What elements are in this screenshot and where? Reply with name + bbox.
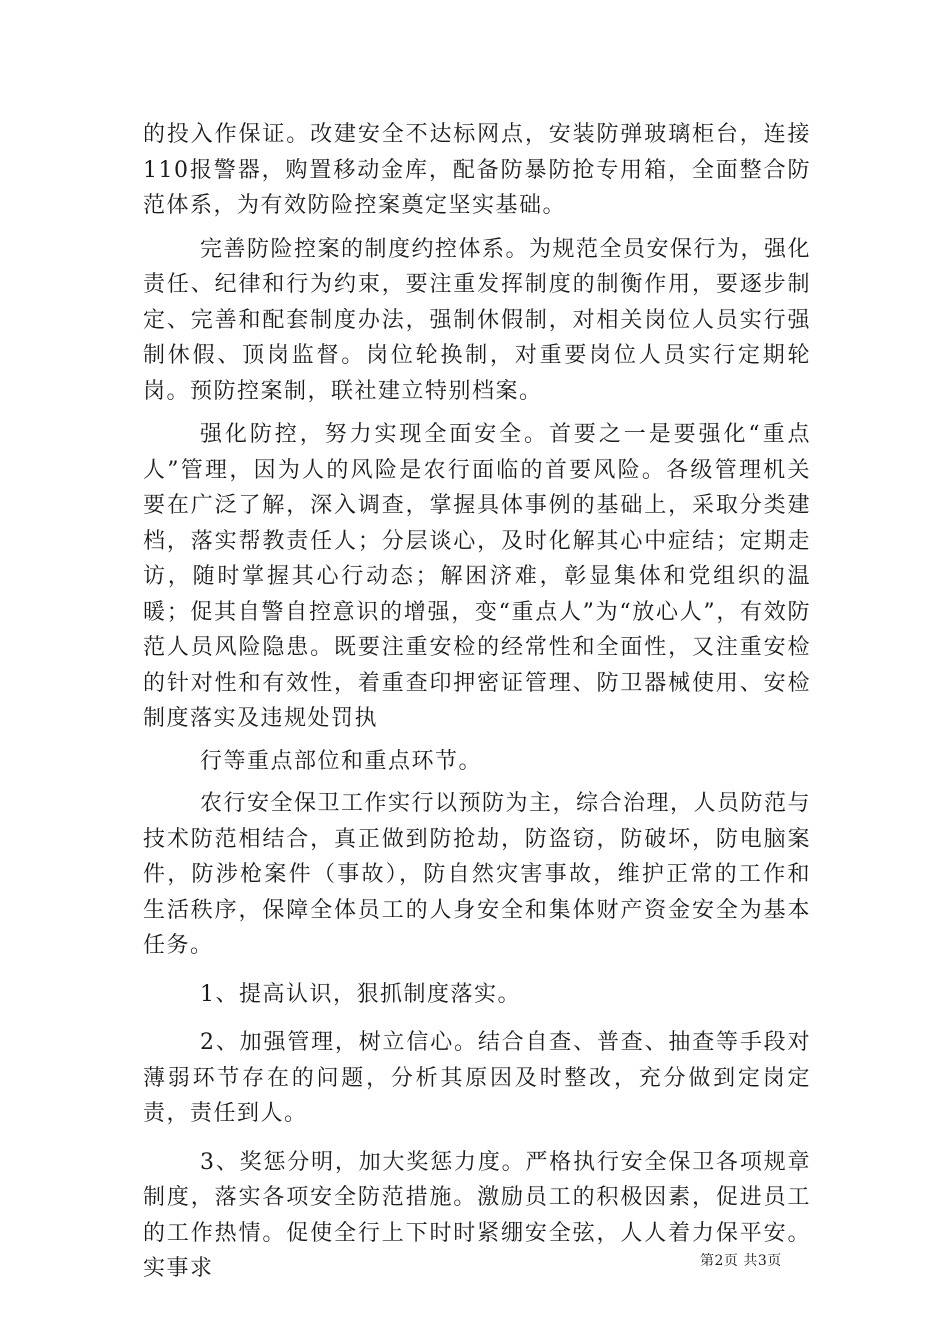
paragraph-3: 强化防控，努力实现全面安全。首要之一是要强化“重点人”管理，因为人的风险是农行面临的首要风险。各级管理机关要在广泛了解，深入调查，掌握具体事例的基础上，采取分类建档，落实帮教责任人；分层谈心，及时化解其心中症结；定期走访，随时掌握其心行动态；解困济难，彰显集体和党组织的温暖；促其自警自控意识的增强，变“重点人”为“放心人”，有效防范人员风险隐患。既要注重安检的经常性和全面性，又注重安检的针对性和有效性，着重查印押密证管理、防卫器械使用、安检制度落实及违规处罚执	[143, 422, 811, 731]
paragraph-5: 农行安全保卫工作实行以预防为主，综合治理，人员防范与技术防范相结合，真正做到防抢劫，防盗窃，防破坏，防电脑案件，防涉枪案件（事故），防自然灾害事故，维护正常的工作和生活秩序，保障全体员工的人身安全和集体财产资金安全为基本任务。	[143, 791, 812, 958]
paragraph-1: 的投入作保证。改建安全不达标网点，安装防弹玻璃柜台，连接110报警器，购置移动金库，配备防暴防抢专用箱，全面整合防范体系，为有效防险控案奠定坚实基础。	[143, 122, 811, 218]
page-number: 第2页 共3页	[700, 1253, 782, 1269]
list-item-2: 2、加强管理，树立信心。结合自查、普查、抽查等手段对薄弱环节存在的问题，分析其原因及时整改，充分做到定岗定责，责任到人。	[143, 1030, 811, 1126]
paragraph-2: 完善防险控案的制度约控体系。为规范全员安保行为，强化责任、纪律和行为约束，要注重发挥制度的制衡作用，要逐步制定、完善和配套制度办法，强制休假制，对相关岗位人员实行强制休假、顶岗监督。岗位轮换制，对重要岗位人员实行定期轮岗。预防控案制，联社建立特别档案。	[143, 236, 812, 404]
paragraph-4: 行等重点部位和重点环节。	[200, 748, 483, 774]
list-item-3: 3、奖惩分明，加大奖惩力度。严格执行安全保卫各项规章制度，落实各项安全防范措施。激励员工的积极因素，促进员工的工作热情。促使全行上下时时紧绷安全弦，人人着力保平安。实事求	[143, 1149, 811, 1281]
document-body	[143, 117, 811, 1287]
list-item-1: 1、提高认识，狠抓制度落实。	[200, 981, 521, 1007]
